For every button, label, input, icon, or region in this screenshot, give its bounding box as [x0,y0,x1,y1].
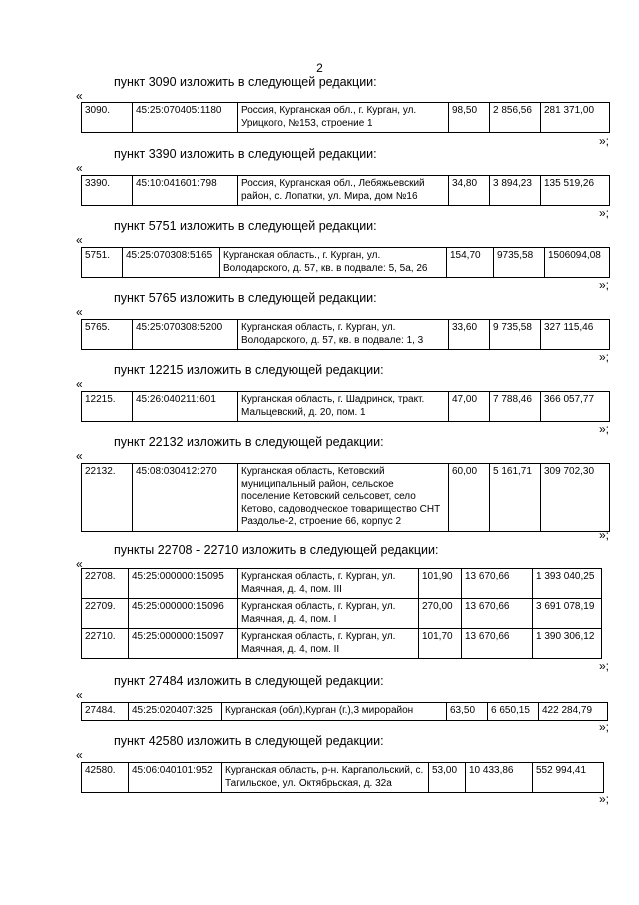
cadastral-value: 1 393 040,25 [533,569,602,599]
address: Курганская область, Кетовский муниципальный район, сельское поселение Кетовский сельсовет, село Кетово, садоводческое товарищество СНТ Раздолье-2, строение 66, корпус 2 [238,464,449,532]
cadastral-number: 45:25:020407:325 [129,703,222,721]
cadastral-value: 366 057,77 [541,392,610,422]
unit-value: 13 670,66 [462,629,533,659]
opening-quote: « [76,305,83,319]
area: 60,00 [449,464,490,532]
unit-value: 3 894,23 [490,176,541,206]
unit-value: 6 650,15 [488,703,539,721]
property-table [81,102,610,133]
property-table [81,568,602,659]
address: Курганская область., г. Курган, ул. Володарского, д. 57, кв. в подвале: 5, 5а, 26 [220,248,447,278]
address: Курганская область, г. Шадринск, тракт. Мальцевский, д. 20, пом. 1 [238,392,449,422]
cadastral-number: 45:26:040211:601 [133,392,238,422]
cadastral-number: 45:25:070308:5165 [123,248,220,278]
closing-quote: »; [598,278,609,292]
unit-value: 13 670,66 [462,569,533,599]
property-table [81,762,604,793]
item-number: 3390. [82,176,133,206]
area: 47,00 [449,392,490,422]
cadastral-number: 45:06:040101:952 [129,763,222,793]
cadastral-value: 135 519,26 [541,176,610,206]
cadastral-number: 45:08:030412:270 [133,464,238,532]
opening-quote: « [76,161,83,175]
cadastral-number: 45:10:041601:798 [133,176,238,206]
area: 33,60 [449,320,490,350]
unit-value: 2 856,56 [490,103,541,133]
property-table [81,247,610,278]
closing-quote: »; [598,720,609,734]
opening-quote: « [76,748,83,762]
address: Курганская область, г. Курган, ул. Маячная, д. 4, пом. I [238,599,419,629]
amendment-heading: пункт 27484 изложить в следующей редакции: [114,674,384,688]
table-row [82,392,610,422]
closing-quote: »; [598,350,609,364]
address: Курганская область, г. Курган, ул. Маячная, д. 4, пом. III [238,569,419,599]
opening-quote: « [76,688,83,702]
unit-value: 9 735,58 [490,320,541,350]
item-number: 22710. [82,629,129,659]
unit-value: 13 670,66 [462,599,533,629]
item-number: 22709. [82,599,129,629]
table-row [82,703,608,721]
property-table [81,463,610,532]
cadastral-value: 1 390 306,12 [533,629,602,659]
cadastral-value: 309 702,30 [541,464,610,532]
property-table [81,319,610,350]
page-number: 2 [316,61,323,75]
table-row [82,629,602,659]
area: 154,70 [447,248,494,278]
item-number: 12215. [82,392,133,422]
cadastral-number: 45:25:070405:1180 [133,103,238,133]
amendment-heading: пункт 22132 изложить в следующей редакции: [114,435,384,449]
table-row [82,103,610,133]
address: Россия, Курганская обл., Лебяжьевский район, с. Лопатки, ул. Мира, дом №16 [238,176,449,206]
cadastral-value: 281 371,00 [541,103,610,133]
amendment-heading: пункт 42580 изложить в следующей редакции: [114,734,384,748]
cadastral-value: 327 115,46 [541,320,610,350]
table-row [82,569,602,599]
property-table [81,175,610,206]
table-row [82,176,610,206]
item-number: 22708. [82,569,129,599]
table-row [82,248,610,278]
unit-value: 5 161,71 [490,464,541,532]
amendment-heading: пункт 3090 изложить в следующей редакции: [114,75,377,89]
amendment-heading: пункт 3390 изложить в следующей редакции: [114,147,377,161]
address: Курганская область, г. Курган, ул. Володарского, д. 57, кв. в подвале: 1, 3 [238,320,449,350]
table-row [82,599,602,629]
item-number: 22132. [82,464,133,532]
opening-quote: « [76,233,83,247]
cadastral-value: 422 284,79 [539,703,608,721]
area: 270,00 [419,599,462,629]
amendment-heading: пункты 22708 - 22710 изложить в следующей редакции: [114,543,439,557]
item-number: 42580. [82,763,129,793]
amendment-heading: пункт 12215 изложить в следующей редакции: [114,363,384,377]
closing-quote: »; [598,659,609,673]
cadastral-number: 45:25:000000:15095 [129,569,238,599]
closing-quote: »; [598,528,609,542]
amendment-heading: пункт 5765 изложить в следующей редакции: [114,291,377,305]
cadastral-value: 1506094,08 [545,248,610,278]
table-row [82,763,604,793]
opening-quote: « [76,377,83,391]
closing-quote: »; [598,134,609,148]
property-table [81,391,610,422]
item-number: 3090. [82,103,133,133]
area: 98,50 [449,103,490,133]
area: 63,50 [447,703,488,721]
address: Курганская область, г. Курган, ул. Маячная, д. 4, пом. II [238,629,419,659]
unit-value: 7 788,46 [490,392,541,422]
address: Курганская область, р-н. Каргапольский, с. Тагильское, ул. Октябрьская, д. 32а [222,763,429,793]
opening-quote: « [76,89,83,103]
unit-value: 10 433,86 [466,763,533,793]
cadastral-number: 45:25:000000:15096 [129,599,238,629]
unit-value: 9735,58 [494,248,545,278]
closing-quote: »; [598,792,609,806]
address: Россия, Курганская обл., г. Курган, ул. Урицкого, №153, строение 1 [238,103,449,133]
cadastral-value: 552 994,41 [533,763,604,793]
closing-quote: »; [598,422,609,436]
item-number: 5765. [82,320,133,350]
amendment-heading: пункт 5751 изложить в следующей редакции: [114,219,377,233]
opening-quote: « [76,449,83,463]
closing-quote: »; [598,206,609,220]
table-row [82,464,610,532]
property-table [81,702,608,721]
cadastral-number: 45:25:000000:15097 [129,629,238,659]
item-number: 5751. [82,248,123,278]
item-number: 27484. [82,703,129,721]
cadastral-number: 45:25:070308:5200 [133,320,238,350]
area: 34,80 [449,176,490,206]
area: 101,90 [419,569,462,599]
address: Курганская (обл),Курган (г.),3 мирорайон [222,703,447,721]
table-row [82,320,610,350]
cadastral-value: 3 691 078,19 [533,599,602,629]
opening-quote: « [76,557,83,571]
area: 53,00 [429,763,466,793]
area: 101,70 [419,629,462,659]
